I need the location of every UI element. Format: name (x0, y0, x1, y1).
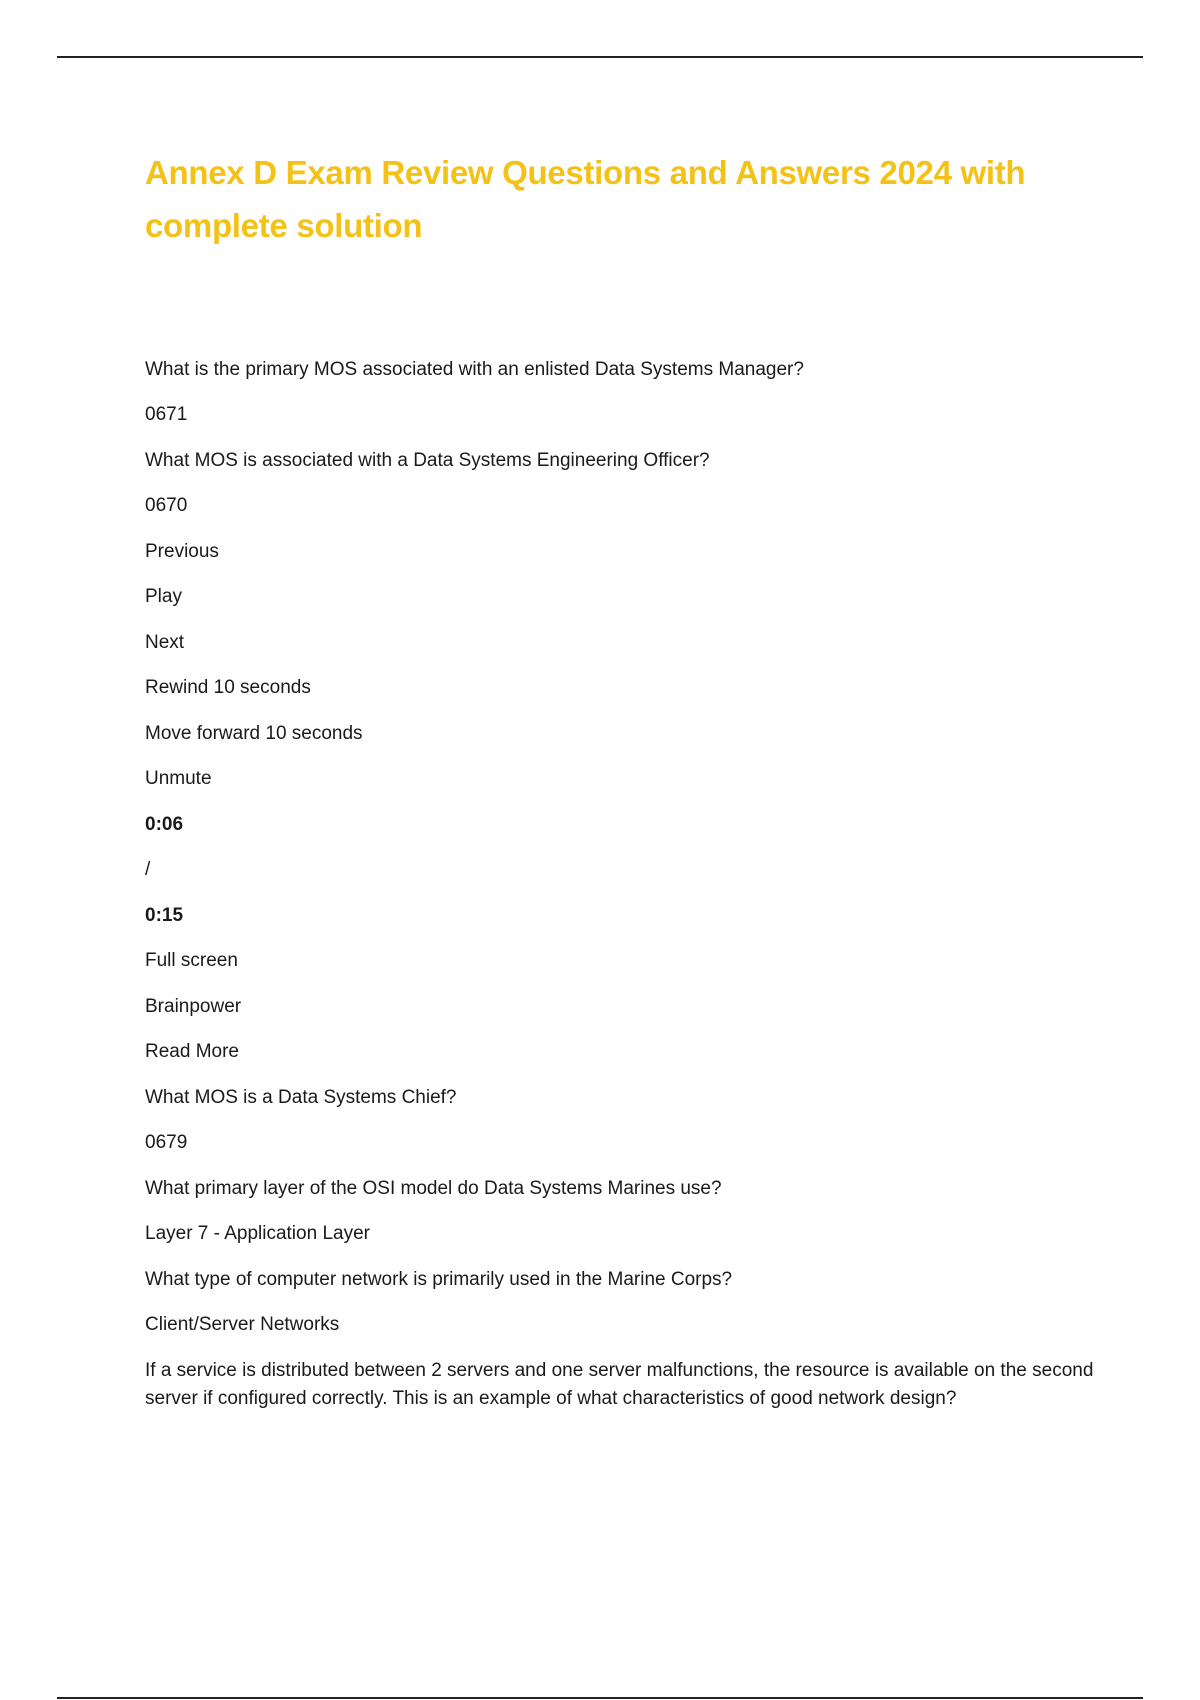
answer-text: 0679 (145, 1132, 188, 1153)
question-text: What MOS is associated with a Data Systems Engineering Officer? (145, 450, 710, 471)
answer-text: 0670 (145, 495, 188, 516)
media-unmute-label: Unmute (145, 768, 212, 789)
media-forward-label: Move forward 10 seconds (145, 723, 363, 744)
answer-text: 0671 (145, 404, 188, 425)
read-more-link: Read More (145, 1041, 239, 1062)
question-text: If a service is distributed between 2 servers and one server malfunctions, the resource is available on the second server if configured correctly. This is an example of what characteristics of good network design? (145, 1360, 1094, 1409)
media-current-time: 0:06 (145, 814, 184, 835)
question-text: What type of computer network is primarily used in the Marine Corps? (145, 1269, 733, 1290)
brand-label: Brainpower (145, 996, 242, 1017)
media-fullscreen-label: Full screen (145, 950, 238, 971)
media-duration: 0:15 (145, 905, 184, 926)
answer-text: Layer 7 - Application Layer (145, 1223, 370, 1244)
media-next-label: Next (145, 632, 185, 653)
media-previous-label: Previous (145, 541, 219, 562)
document-body (145, 356, 1095, 1413)
question-text: What primary layer of the OSI model do Data Systems Marines use? (145, 1178, 722, 1199)
question-text: What is the primary MOS associated with an enlisted Data Systems Manager? (145, 359, 804, 380)
question-text: What MOS is a Data Systems Chief? (145, 1087, 457, 1108)
media-time-separator: / (145, 859, 151, 880)
answer-text: Client/Server Networks (145, 1314, 340, 1335)
document-title: Annex D Exam Review Questions and Answers 2024 with complete solution (145, 154, 1026, 244)
media-rewind-label: Rewind 10 seconds (145, 677, 311, 698)
bottom-rule (57, 1697, 1143, 1699)
media-play-label: Play (145, 586, 182, 607)
top-rule (57, 56, 1143, 58)
